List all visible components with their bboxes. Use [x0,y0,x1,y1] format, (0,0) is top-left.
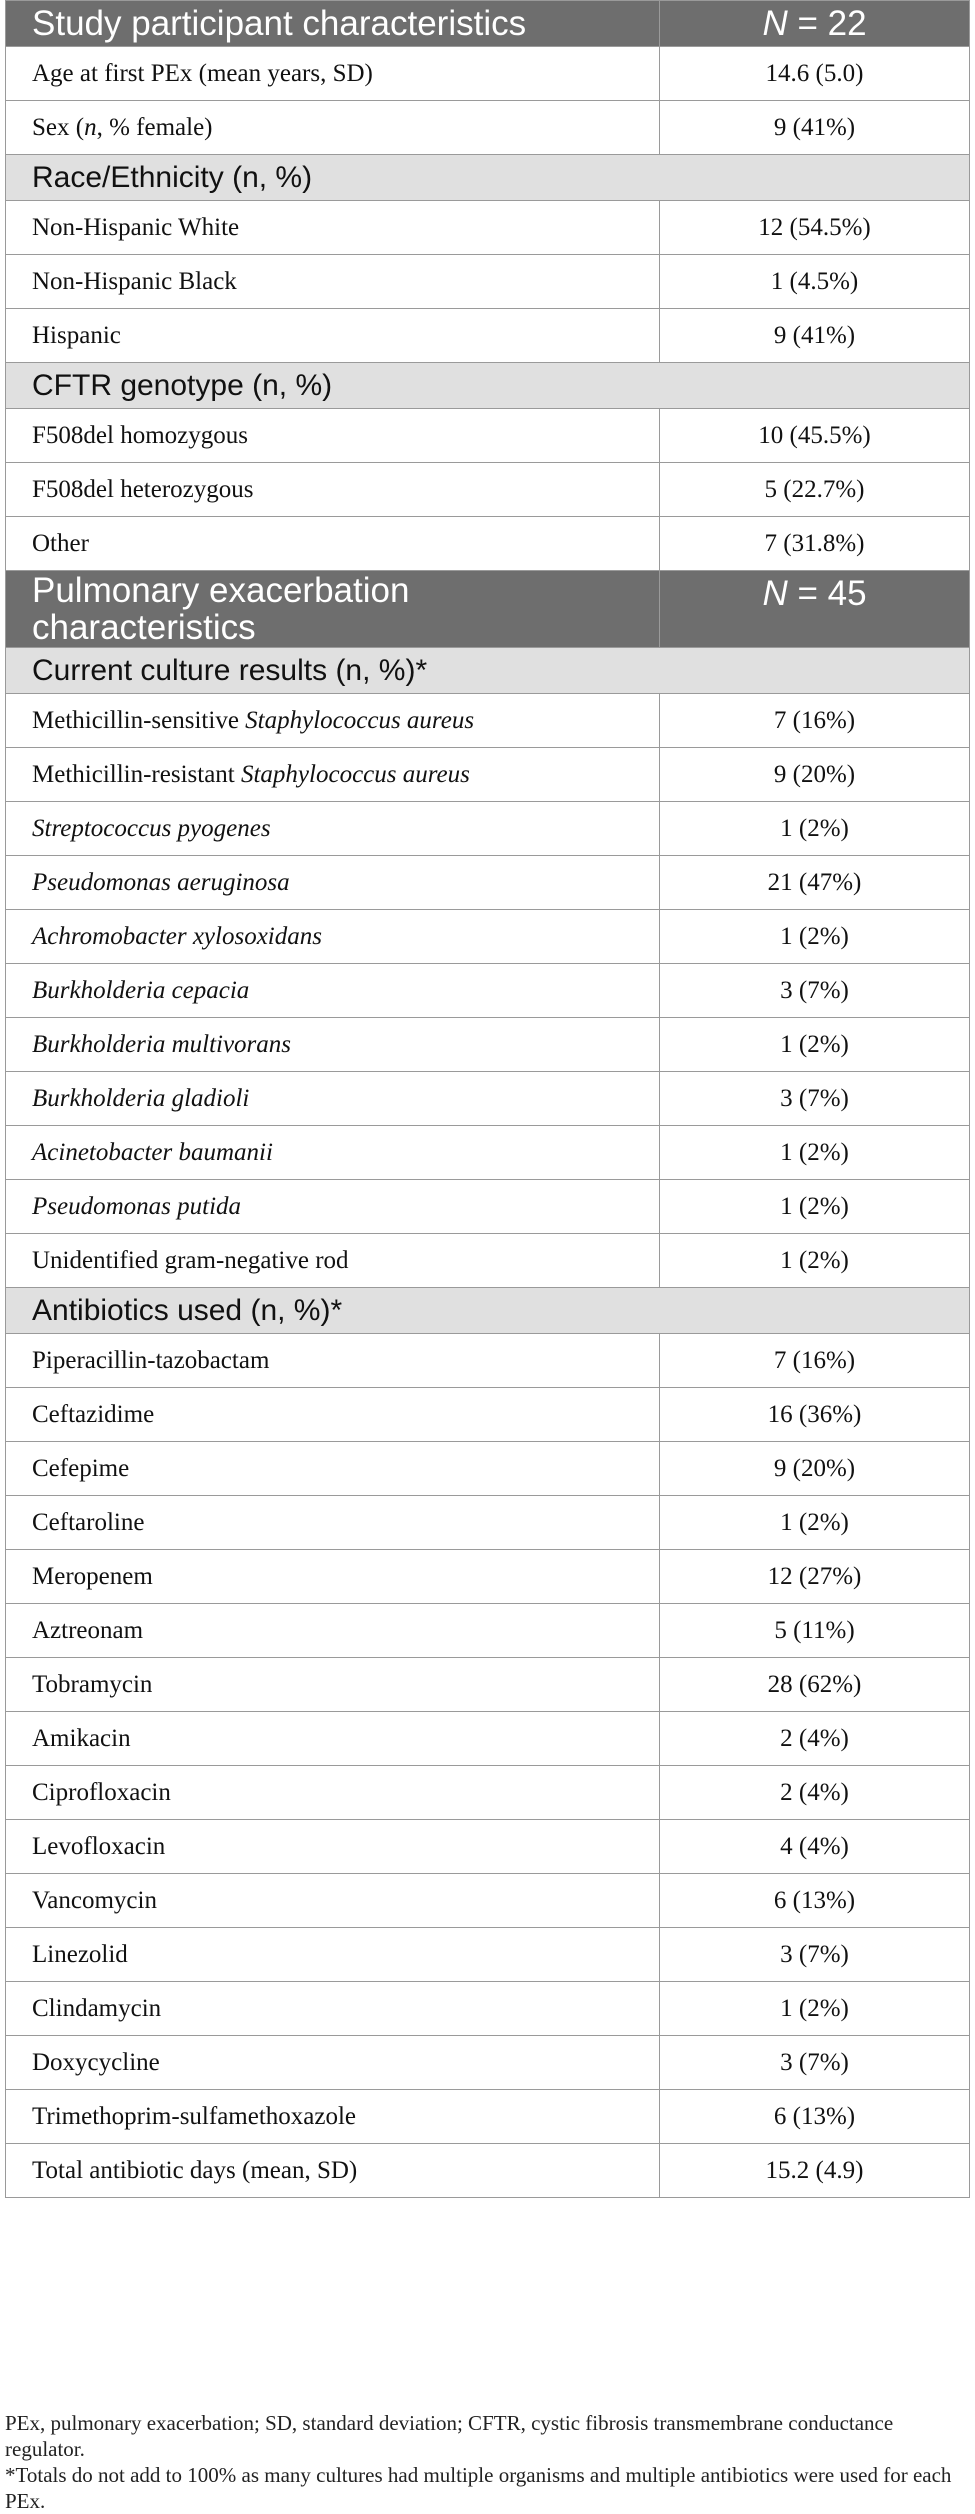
row-value: 6 (13%) [660,2090,970,2144]
row-value: 15.2 (4.9) [660,2144,970,2198]
row-label: Linezolid [6,1928,660,1982]
row-value: 4 (4%) [660,1820,970,1874]
row-value: 5 (22.7%) [660,463,970,517]
table-row [6,1126,970,1180]
table-row [6,964,970,1018]
row-value: 3 (7%) [660,1928,970,1982]
row-value: 12 (54.5%) [660,201,970,255]
row-value: 9 (20%) [660,1442,970,1496]
row-value: 10 (45.5%) [660,409,970,463]
row-value: 12 (27%) [660,1550,970,1604]
table-row [6,47,970,101]
pex-header-line1: Pulmonary exacerbation [32,571,410,610]
row-value: 6 (13%) [660,1874,970,1928]
organism-name: Pseudomonas putida [32,1192,242,1220]
table-row [6,1604,970,1658]
row-label: Amikacin [6,1712,660,1766]
row-value: 3 (7%) [660,2036,970,2090]
label-part: Methicillin-resistant [32,760,241,788]
row-value: 9 (20%) [660,748,970,802]
row-value: 1 (2%) [660,1126,970,1180]
row-label: Vancomycin [6,1874,660,1928]
row-label: Doxycycline [6,2036,660,2090]
row-value: 1 (2%) [660,1018,970,1072]
table-row [6,255,970,309]
study-header-row [6,1,970,47]
organism-name: Burkholderia gladioli [32,1084,250,1112]
organism-name: Achromobacter xylosoxidans [32,922,322,950]
pex-header-line2: characteristics [32,608,256,647]
organism-name: Burkholderia multivorans [32,1030,292,1058]
table-footnotes [5,2410,969,2514]
row-value: 1 (2%) [660,1982,970,2036]
table-row [6,856,970,910]
table-row [6,1658,970,1712]
row-label: Trimethoprim-sulfamethoxazole [6,2090,660,2144]
row-value: 9 (41%) [660,309,970,363]
row-value: 7 (16%) [660,694,970,748]
row-label: Non-Hispanic Black [6,255,660,309]
table-row [6,201,970,255]
row-label [6,1072,660,1126]
row-value: 28 (62%) [660,1658,970,1712]
organism-name: Burkholderia cepacia [32,976,250,1004]
row-label: Aztreonam [6,1604,660,1658]
row-value: 1 (2%) [660,802,970,856]
row-label [6,1018,660,1072]
organism-name: Pseudomonas aeruginosa [32,868,290,896]
row-label: Non-Hispanic White [6,201,660,255]
row-value: 1 (2%) [660,1180,970,1234]
table-row [6,101,970,155]
row-label: Ceftazidime [6,1388,660,1442]
pex-header-label [6,571,660,648]
row-value: 3 (7%) [660,1072,970,1126]
row-label: Age at first PEx (mean years, SD) [6,47,660,101]
label-part: Sex ( [32,113,85,141]
row-label: Cefepime [6,1442,660,1496]
abbreviations-footnote: PEx, pulmonary exacerbation; SD, standard deviation; CFTR, cystic fibrosis transmembrane conductance regulator. [5,2411,894,2461]
row-label: Ciprofloxacin [6,1766,660,1820]
row-value: 7 (16%) [660,1334,970,1388]
organism-name: Staphylococcus aureus [245,706,475,734]
row-label [6,1126,660,1180]
table-row [6,1234,970,1288]
row-label: Clindamycin [6,1982,660,2036]
row-value: 21 (47%) [660,856,970,910]
row-label: F508del homozygous [6,409,660,463]
table-row [6,1442,970,1496]
table-row [6,1072,970,1126]
label-italic-part: n [84,113,97,141]
row-value: 2 (4%) [660,1766,970,1820]
organism-name: Streptococcus pyogenes [32,814,271,842]
row-label [6,1234,660,1288]
row-label [6,964,660,1018]
table-row [6,409,970,463]
row-value: 14.6 (5.0) [660,47,970,101]
row-value: 16 (36%) [660,1388,970,1442]
table-row [6,517,970,571]
organism-name: Staphylococcus aureus [240,760,470,788]
row-value: 1 (4.5%) [660,255,970,309]
row-label: Hispanic [6,309,660,363]
row-label: Total antibiotic days (mean, SD) [6,2144,660,2198]
race-section-header [6,155,970,201]
row-label [6,856,660,910]
row-value: 5 (11%) [660,1604,970,1658]
table-row [6,1712,970,1766]
cftr-section-header [6,363,970,409]
organism-name: Acinetobacter baumanii [32,1138,273,1166]
table-row [6,1874,970,1928]
row-label [6,101,660,155]
section-title: Current culture results (n, %)* [6,648,970,694]
study-header-label: Study participant characteristics [6,1,660,47]
pex-n-symbol: N [762,574,788,613]
antibiotics-section-header [6,1288,970,1334]
section-title: Antibiotics used (n, %)* [6,1288,970,1334]
row-label: Meropenem [6,1550,660,1604]
row-label [6,802,660,856]
table-row [6,748,970,802]
pex-header-row [6,571,970,648]
row-label [6,910,660,964]
study-n-value [660,1,970,47]
row-label: Piperacillin-tazobactam [6,1334,660,1388]
table-row [6,1928,970,1982]
table-row [6,1550,970,1604]
table-row [6,1766,970,1820]
table-row [6,2036,970,2090]
characteristics-table [5,0,970,2198]
table-row [6,1820,970,1874]
label-part: , % female) [96,113,213,141]
row-value: 7 (31.8%) [660,517,970,571]
table-row [6,802,970,856]
row-value: 1 (2%) [660,910,970,964]
table-row [6,1180,970,1234]
row-label: Levofloxacin [6,1820,660,1874]
label-part: Unidentified gram-negative rod [32,1246,349,1274]
label-part: Methicillin-sensitive [32,706,246,734]
row-label: Other [6,517,660,571]
section-title: Race/Ethnicity (n, %) [6,155,970,201]
row-value: 9 (41%) [660,101,970,155]
row-label [6,748,660,802]
row-value: 1 (2%) [660,1234,970,1288]
study-n-symbol: N [762,4,788,43]
pex-n-value [660,571,970,648]
table-row [6,2090,970,2144]
table-row [6,309,970,363]
section-title: CFTR genotype (n, %) [6,363,970,409]
row-label [6,1180,660,1234]
row-label: Tobramycin [6,1658,660,1712]
table-row [6,1496,970,1550]
study-n-number: = 22 [787,4,867,43]
row-label: Ceftaroline [6,1496,660,1550]
table-row [6,2144,970,2198]
row-label: F508del heterozygous [6,463,660,517]
table-row [6,910,970,964]
row-value: 2 (4%) [660,1712,970,1766]
table-row [6,1388,970,1442]
asterisk-footnote: *Totals do not add to 100% as many cultures had multiple organisms and multiple antibiotics were used for each PEx. [5,2463,952,2513]
row-label [6,694,660,748]
table-row [6,1334,970,1388]
table-row [6,1018,970,1072]
table-row [6,1982,970,2036]
culture-section-header [6,648,970,694]
table-row [6,694,970,748]
pex-n-number: = 45 [787,574,867,613]
row-value: 3 (7%) [660,964,970,1018]
row-value: 1 (2%) [660,1496,970,1550]
table-row [6,463,970,517]
